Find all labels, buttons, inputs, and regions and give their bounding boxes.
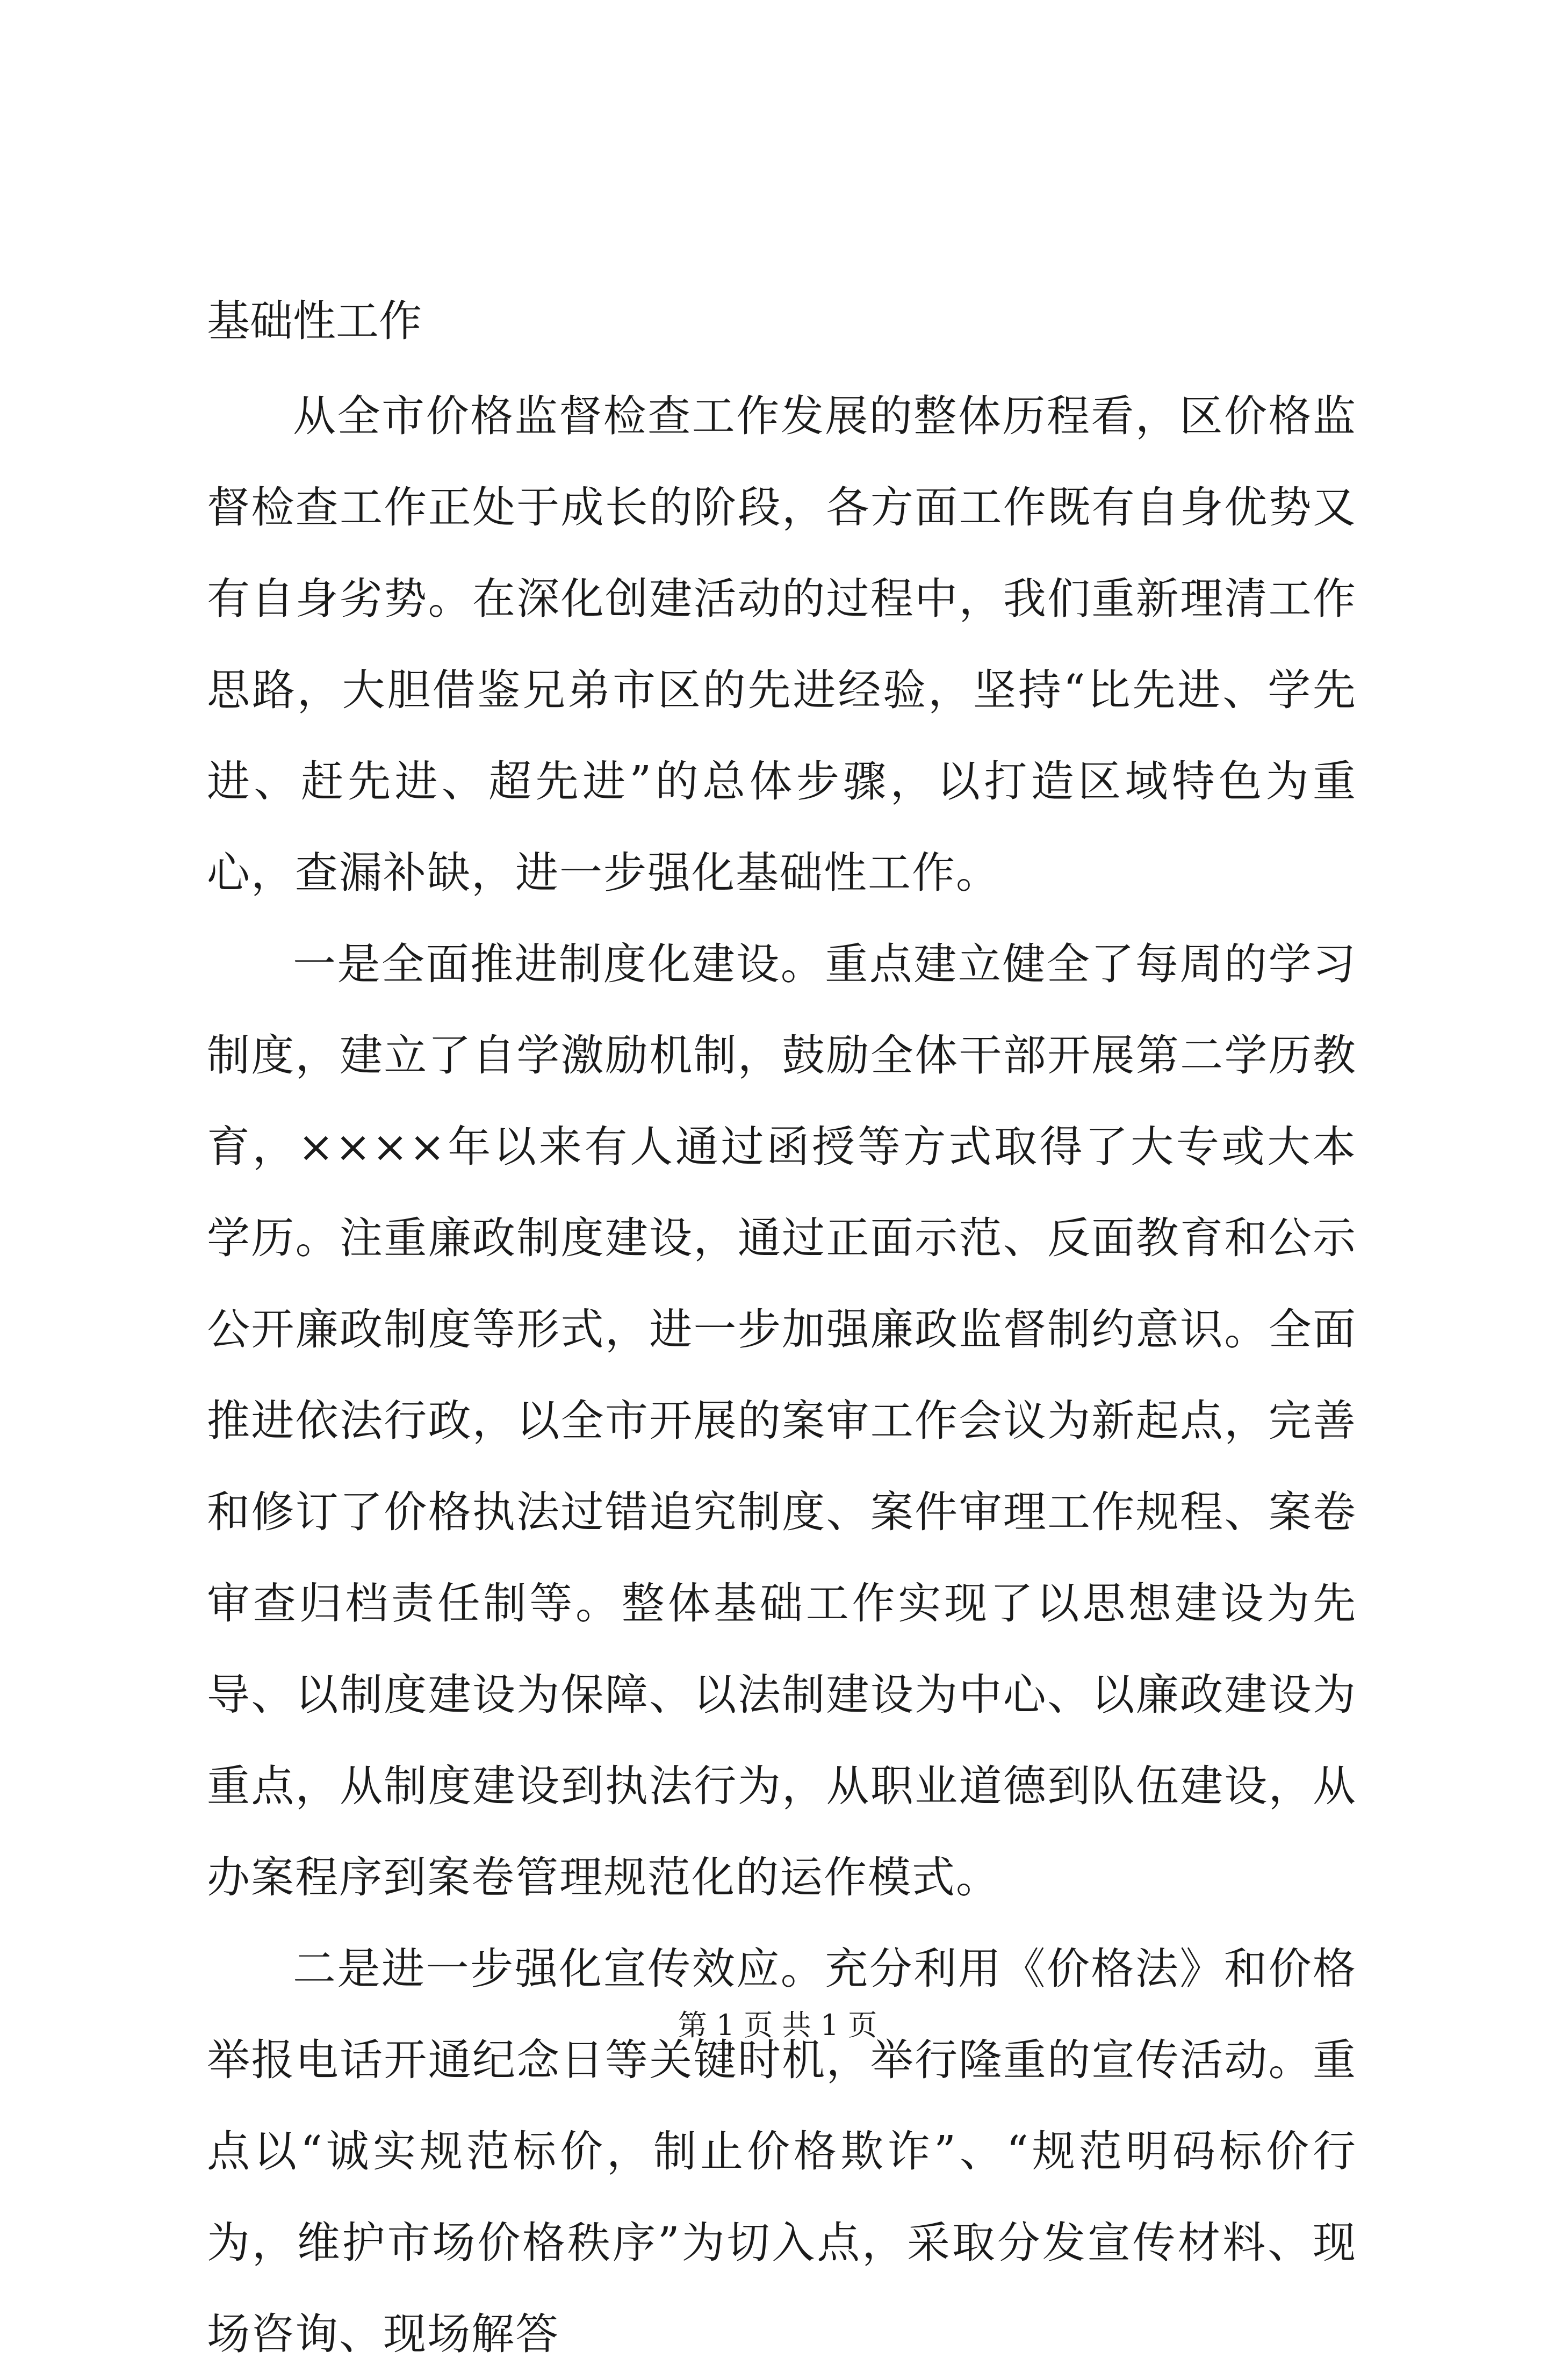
continued-heading: 基础性工作 [207,296,422,346]
body-text [207,371,1357,2380]
paragraph: 一是全面推进制度化建设。重点建立健全了每周的学习制度，建立了自学激励机制，鼓励全体干部开展第二学历教育，××××年以来有人通过函授等方式取得了大专或大本学历。注重廉政制度建设，通过正面示范、反面教育和公示公开廉政制度等形式，进一步加强廉政监督制约意识。全面推进依法行政，以全市开展的案审工作会议为新起点，完善和修订了价格执法过错追究制度、案件审理工作规程、案卷审查归档责任制等。整体基础工作实现了以思想建设为先导、以制度建设为保障、以法制建设为中心、以廉政建设为重点，从制度建设到执法行为，从职业道德到队伍建设，从办案程序到案卷管理规范化的运作模式。 [207,939,1357,1902]
paragraph: 从全市价格监督检查工作发展的整体历程看，区价格监督检查工作正处于成长的阶段，各方面工作既有自身优势又有自身劣势。在深化创建活动的过程中，我们重新理清工作思路，大胆借鉴兄弟市区的先进经验，坚持“比先进、学先进、赶先进、超先进”的总体步骤，以打造区域特色为重心，查漏补缺，进一步强化基础性工作。 [207,391,1357,898]
paragraph: 二是进一步强化宣传效应。充分利用《价格法》和价格举报电话开通纪念日等关键时机，举行隆重的宣传活动。重点以“诚实规范标价，制止价格欺诈”、“规范明码标价行为，维护市场价格秩序”为切入点，采取分发宣传材料、现场咨询、现场解答 [207,1944,1357,2359]
page-footer: 第 1 页 共 1 页 [678,2008,877,2042]
